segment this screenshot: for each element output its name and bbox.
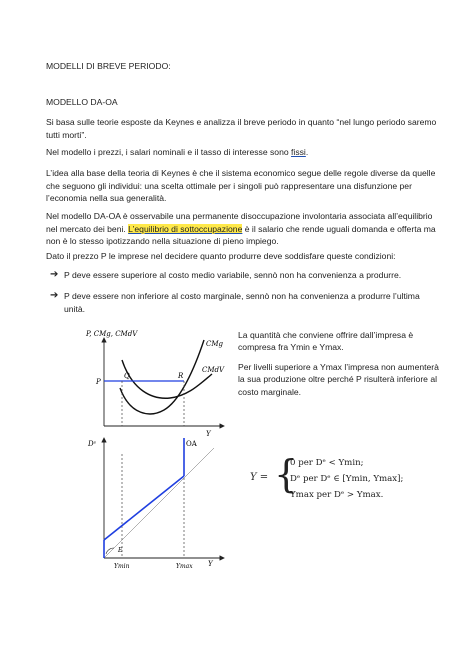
formula-case-1: 0 per Dᵉ < Ymin; [290, 458, 364, 468]
side-note-ymax: Per livelli superiore a Ymax l’impresa non aumenterà la sua produzione oltre perché P risulterà inferiore al costo marginale. [238, 361, 439, 397]
paragraph-keynes-idea: L’idea alla base della teoria di Keynes è che il sistema economico segue delle regole diverse da quelle che seguono gli individui: una scelta ottimale per i singoli può rappresentare una disfunzione per l’economia nella sua generalità. [46, 168, 436, 204]
side-note-range: La quantità che conviene offrire dall’impresa è compresa fra Ymin e Ymax. [238, 329, 414, 353]
fixed-word: fissi [291, 147, 306, 157]
price-label: P [96, 378, 101, 386]
cmdv-label: CMdV [202, 366, 225, 374]
x-axis-label: Y [206, 430, 211, 438]
paragraph-conditions: Dato il prezzo P le imprese nel decidere quanto produrre deve soddisfare queste condizioni: [46, 251, 396, 261]
arrow-right-icon: ➔ [50, 269, 59, 280]
brace-icon: { [274, 452, 299, 496]
y-axis-label: Dˢ [88, 440, 96, 448]
cmdv-curve [122, 360, 212, 398]
point-q-label: Q [124, 372, 130, 380]
bullet-item-1 [50, 269, 440, 282]
ymax-label: Ymax [176, 563, 193, 570]
formula-case-3: Ymax per Dᵉ > Ymax. [290, 490, 384, 500]
x-axis-label: Y [208, 560, 213, 568]
section-title: MODELLO DA-OA [46, 97, 118, 107]
highlighted-phrase: L’equilibrio di sottoccupazione [128, 223, 243, 234]
piecewise-formula [250, 454, 450, 504]
doc-title: MODELLI DI BREVE PERIODO: [46, 61, 171, 71]
formula-case-2: Dᵉ per Dᵉ ∈ [Ymin, Ymax]; [290, 474, 404, 484]
paragraph-da-oa-text: Nel modello DA-OA è osservabile una permanente disoccupazione involontaria associata all’equilibrio nel mercato dei beni. [46, 211, 433, 234]
paragraph-fixed-prices [46, 146, 440, 159]
oa-label: OA [186, 440, 197, 448]
bullet-item-2 [50, 290, 440, 315]
y-axis-label: P, CMg, CMdV [86, 330, 138, 338]
reference-line [104, 448, 214, 558]
period: . [305, 147, 309, 157]
paragraph-fixed-prices-text: Nel modello i prezzi, i salari nominali e il tasso di interesse sono [46, 147, 292, 157]
bullet-text-1: P deve essere superiore al costo medio variabile, sennò non ha convenienza a produrre. [64, 270, 402, 280]
cost-curves-graph [84, 330, 234, 438]
ymin-label: Ymin [114, 563, 130, 570]
paragraph-intro: Si basa sulle teorie esposte da Keynes e analizza il breve periodo in quanto “nel lungo periodo saremo tutti morti”. [46, 117, 437, 140]
arrow-right-icon: ➔ [50, 290, 59, 301]
cmg-curve [120, 340, 204, 414]
formula-lhs: Y = [250, 472, 269, 483]
paragraph-da-oa-rest: è il salario che rende uguali domanda e offerta ma non è lo stesso ipotizzando nella situazione di pieno impiego. [46, 223, 436, 247]
point-e-label: E [118, 547, 123, 554]
bullet-text-2: P deve essere non inferiore al costo marginale, sennò non ha convenienza a produrre l’ultima unità. [64, 291, 420, 314]
paragraph-da-oa [46, 210, 440, 248]
point-r-label: R [178, 372, 184, 380]
oa-rising-segment [104, 476, 184, 540]
cmg-label: CMg [206, 340, 224, 348]
oa-graph [84, 432, 234, 572]
